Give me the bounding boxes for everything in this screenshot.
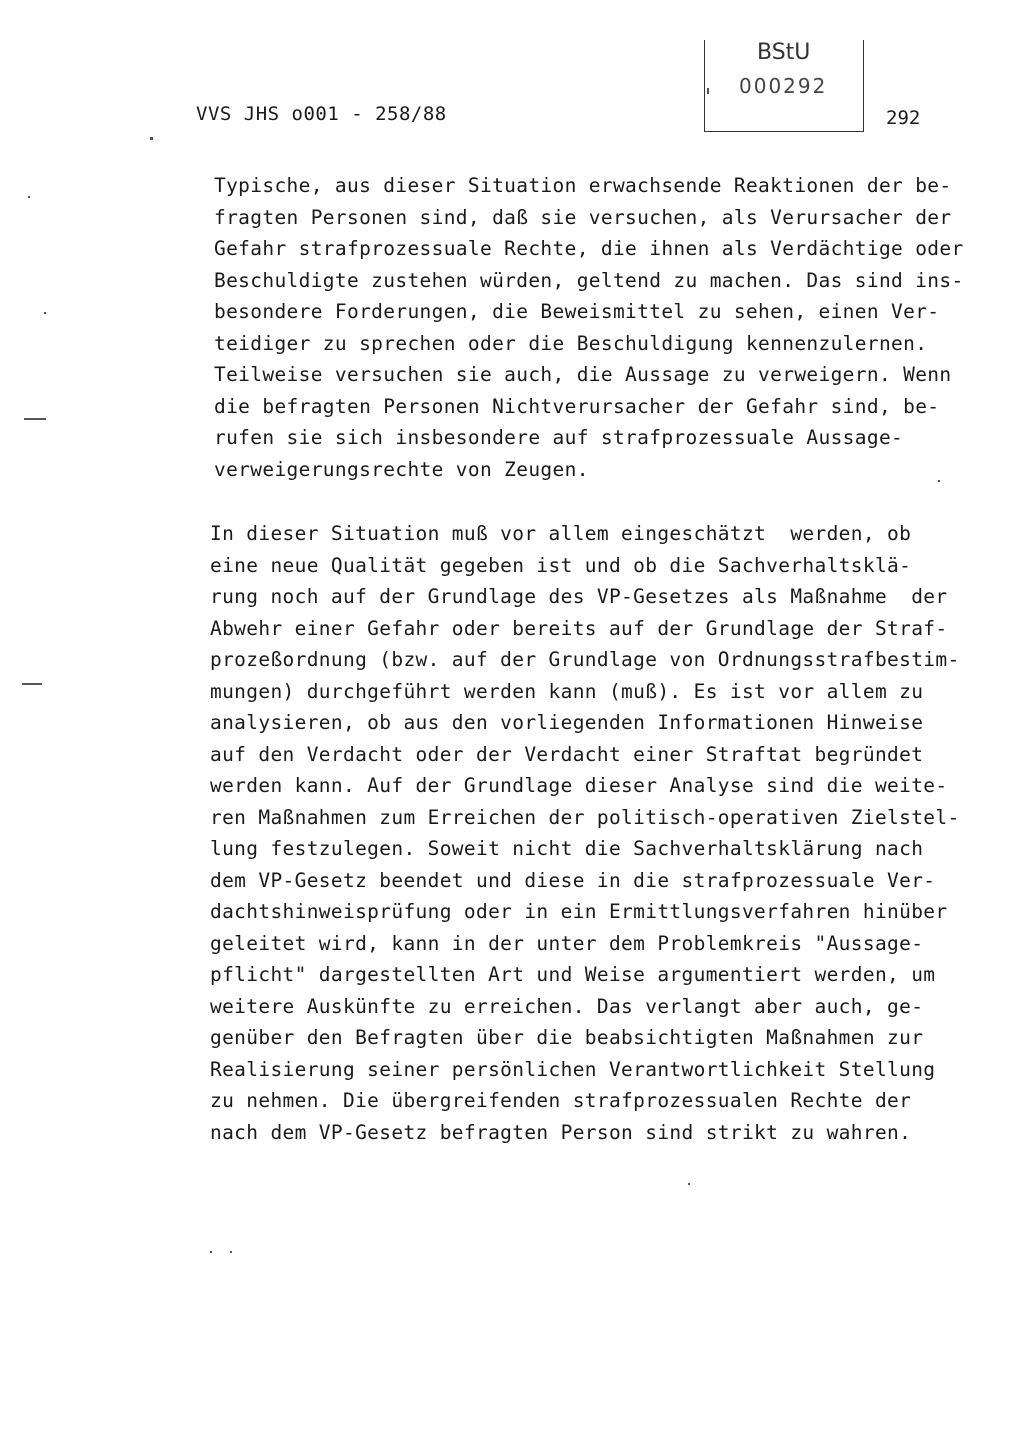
scan-mark xyxy=(210,1251,212,1253)
text-line: lung festzulegen. Soweit nicht die Sachverhaltsklärung nach xyxy=(210,837,924,860)
text-line: teidiger zu sprechen oder die Beschuldigung kennenzulernen. xyxy=(214,331,928,355)
text-line: rung noch auf der Grundlage des VP-Gesetzes als Maßnahme der xyxy=(210,585,948,608)
text-line: weitere Auskünfte zu erreichen. Das verlangt aber auch, ge- xyxy=(210,994,924,1018)
scan-mark xyxy=(707,88,709,94)
scan-mark xyxy=(688,1183,690,1185)
text-line: werden kann. Auf der Grundlage dieser Analyse sind die weite- xyxy=(210,774,948,797)
text-line: mungen) durchgeführt werden kann (muß). Es ist vor allem zu xyxy=(210,679,924,703)
text-line: Abwehr einer Gefahr oder bereits auf der Grundlage der Straf- xyxy=(210,616,948,640)
text-line: zu nehmen. Die übergreifenden strafprozessualen Rechte der xyxy=(210,1089,912,1112)
text-line: Teilweise versuchen sie auch, die Aussage zu verweigern. Wenn xyxy=(214,363,952,386)
text-line: genüber den Befragten über die beabsichtigten Maßnahmen zur xyxy=(210,1026,924,1049)
document-reference: VVS JHS o001 - 258/88 xyxy=(196,103,447,125)
text-line: Beschuldigte zustehen würden, geltend zu machen. Das sind ins- xyxy=(214,268,964,292)
scan-mark xyxy=(938,480,940,482)
text-line: dachtshinweisprüfung oder in ein Ermittlungsverfahren hinüber xyxy=(210,900,948,923)
text-line: pflicht" dargestellten Art und Weise argumentiert werden, um xyxy=(210,963,936,986)
scan-mark xyxy=(150,137,153,140)
archive-stamp xyxy=(704,40,864,132)
text-line: auf den Verdacht oder der Verdacht einer Straftat begründet xyxy=(210,742,924,766)
paragraph-1 xyxy=(214,170,1004,485)
text-line: rufen sie sich insbesondere auf strafprozessuale Aussage- xyxy=(214,426,904,449)
scan-mark xyxy=(24,418,46,420)
text-line: die befragten Personen Nichtverursacher der Gefahr sind, be- xyxy=(214,394,940,418)
page-number: 292 xyxy=(886,107,921,129)
scan-mark xyxy=(22,683,42,685)
text-line: prozeßordnung (bzw. auf der Grundlage von Ordnungsstrafbestim- xyxy=(210,648,960,671)
text-line: Typische, aus dieser Situation erwachsende Reaktionen der be- xyxy=(214,174,952,197)
text-line: In dieser Situation muß vor allem eingeschätzt werden, ob xyxy=(210,522,912,545)
scan-mark xyxy=(28,196,30,198)
stamp-number: 000292 xyxy=(739,74,828,98)
text-line: eine neue Qualität gegeben ist und ob die Sachverhaltsklä- xyxy=(210,553,912,577)
text-line: geleitet wird, kann in der unter dem Problemkreis "Aussage- xyxy=(210,931,924,955)
text-line: analysieren, ob aus den vorliegenden Informationen Hinweise xyxy=(210,711,924,734)
scan-mark xyxy=(230,1251,232,1253)
text-line: Realisierung seiner persönlichen Verantwortlichkeit Stellung xyxy=(210,1057,936,1081)
text-line: ren Maßnahmen zum Erreichen der politisch-operativen Zielstel- xyxy=(210,805,960,829)
stamp-label: BStU xyxy=(757,40,811,65)
text-line: dem VP-Gesetz beendet und diese in die strafprozessuale Ver- xyxy=(210,868,936,892)
text-line: verweigerungsrechte von Zeugen. xyxy=(214,457,589,481)
text-line: besondere Forderungen, die Beweismittel zu sehen, einen Ver- xyxy=(214,300,940,323)
scan-mark xyxy=(44,312,46,314)
text-line: Gefahr strafprozessuale Rechte, die ihnen als Verdächtige oder xyxy=(214,237,964,260)
paragraph-2 xyxy=(210,518,1000,1148)
text-line: fragten Personen sind, daß sie versuchen, als Verursacher der xyxy=(214,205,952,229)
text-line: nach dem VP-Gesetz befragten Person sind strikt zu wahren. xyxy=(210,1120,912,1144)
